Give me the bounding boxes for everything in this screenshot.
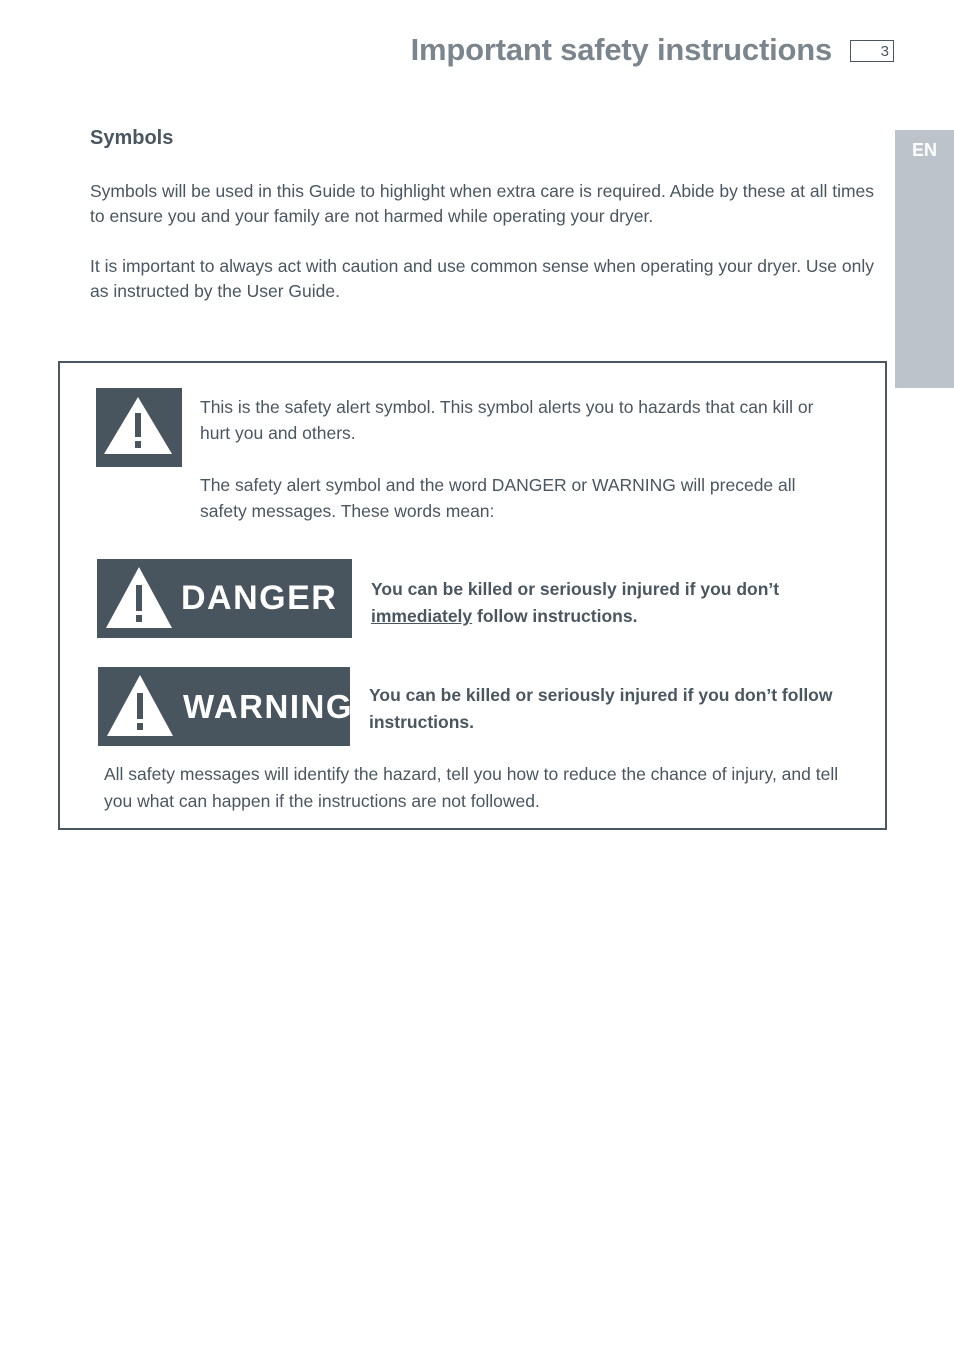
danger-message-end: follow instructions. — [472, 606, 638, 626]
danger-word: DANGER — [181, 579, 338, 617]
warning-message: You can be killed or seriously injured if you don’t follow instructions. — [369, 685, 833, 732]
page-title: Important safety instructions — [410, 32, 832, 67]
warning-word: WARNING — [183, 688, 353, 725]
symbols-paragraph-2: It is important to always act with caution and use common sense when operating your dryer. Use only as instructed by the User Guide. — [90, 256, 875, 301]
safety-alert-symbol — [96, 388, 182, 467]
symbols-paragraph-1: Symbols will be used in this Guide to highlight when extra care is required. Abide by these at all times to ensure you and your family are not harmed while operating your dryer. — [90, 181, 875, 226]
danger-banner — [97, 559, 352, 638]
warning-triangle-icon — [105, 565, 175, 631]
danger-message-start: You can be killed or seriously injured if you don’t — [371, 579, 780, 599]
language-tab-label: EN — [911, 140, 937, 160]
section-heading: Symbols — [90, 127, 174, 149]
danger-message-emphasis: immediately — [371, 606, 473, 626]
danger-message — [371, 576, 841, 630]
alert-explanation-2: The safety alert symbol and the word DANGER or WARNING will precede all safety messages. These words mean: — [200, 475, 796, 521]
warning-banner — [98, 667, 353, 746]
language-tab — [895, 130, 954, 388]
warning-triangle-icon — [106, 673, 176, 739]
warning-triangle-icon — [96, 388, 182, 467]
page-number: 3 — [850, 40, 894, 62]
safety-summary: All safety messages will identify the hazard, tell you how to reduce the chance of injury, and tell you what can happen if the instructions are not followed. — [104, 764, 839, 811]
alert-explanation-1: This is the safety alert symbol. This symbol alerts you to hazards that can kill or hurt you and others. — [200, 397, 814, 443]
